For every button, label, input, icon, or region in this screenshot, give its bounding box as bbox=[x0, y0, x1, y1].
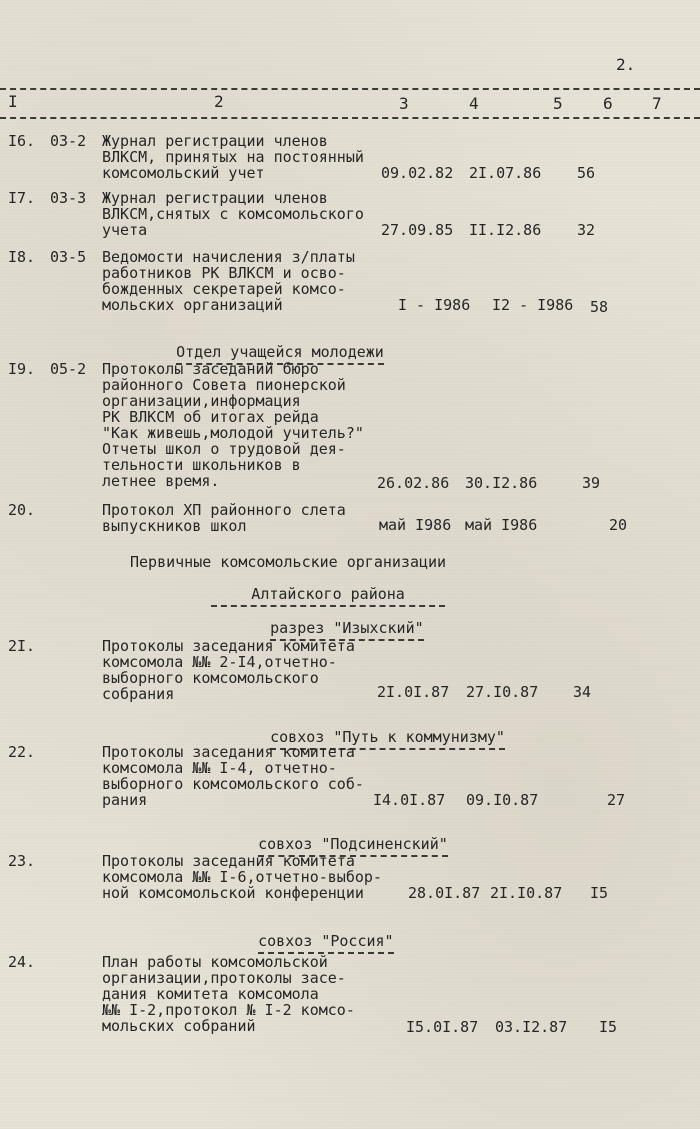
row-description: Протоколы заседания комитета комсомола №№ I-6,отчетно-выбор- ной комсомольской конференции bbox=[102, 852, 382, 902]
row-sheet-count: 27 bbox=[607, 791, 626, 809]
column-header-3: 3 bbox=[399, 94, 409, 113]
row-end-date: 2I.07.86 bbox=[469, 164, 542, 182]
row-end-date: 09.I0.87 bbox=[466, 791, 539, 809]
row-end-date: I2 - I986 bbox=[492, 296, 574, 314]
row-sheet-count: 39 bbox=[582, 474, 601, 492]
row-number: 20. bbox=[8, 501, 36, 519]
row-number: 22. bbox=[8, 743, 36, 761]
row-number: 23. bbox=[8, 852, 36, 870]
column-header-5: 5 bbox=[553, 94, 563, 113]
row-start-date: I4.0I.87 bbox=[373, 791, 446, 809]
row-description: Журнал регистрации членов ВЛКСМ, принятых на постоянный комсомольский учет bbox=[102, 132, 364, 182]
row-description: Протоколы заседания комитета комсомола №№ I-4, отчетно- выборного комсомольского соб- рания bbox=[102, 743, 364, 809]
column-header-7: 7 bbox=[652, 94, 662, 113]
row-start-date: I - I986 bbox=[398, 296, 471, 314]
row-number: 2I. bbox=[8, 637, 36, 655]
row-code: 03-5 bbox=[50, 248, 87, 266]
row-start-date: 26.02.86 bbox=[377, 474, 450, 492]
row-start-date: 2I.0I.87 bbox=[377, 683, 450, 701]
row-number: 24. bbox=[8, 953, 36, 971]
subsection-heading: совхоз "Россия" bbox=[222, 917, 394, 965]
row-sheet-count: I5 bbox=[599, 1018, 618, 1036]
section-heading: Отдел учащейся молодежи bbox=[140, 328, 384, 376]
header-top-rule bbox=[0, 88, 700, 90]
row-description: Журнал регистрации членов ВЛКСМ,снятых с комсомольского учета bbox=[102, 189, 364, 239]
row-description: Ведомости начисления з/платы работников РК ВЛКСМ и осво- божденных секретарей комсо- мольских организаций bbox=[102, 248, 355, 314]
column-header-2: 2 bbox=[214, 92, 224, 111]
page-number: 2. bbox=[616, 55, 636, 74]
row-sheet-count: 34 bbox=[573, 683, 592, 701]
column-header-1: I bbox=[8, 92, 18, 111]
row-number: I9. bbox=[8, 360, 36, 378]
row-sheet-count: I5 bbox=[590, 884, 609, 902]
row-start-date: 27.09.85 bbox=[381, 221, 454, 239]
row-end-date: 03.I2.87 bbox=[495, 1018, 568, 1036]
row-end-date: 27.I0.87 bbox=[466, 683, 539, 701]
row-sheet-count: 20 bbox=[609, 516, 628, 534]
row-code: 03-3 bbox=[50, 189, 87, 207]
row-code: 03-2 bbox=[50, 132, 87, 150]
row-number: I6. bbox=[8, 132, 36, 150]
subsection-heading: совхоз "Путь к коммунизму" bbox=[234, 713, 505, 761]
row-start-date: I5.0I.87 bbox=[406, 1018, 479, 1036]
row-description: Протоколы заседания комитета комсомола №№ 2-I4,отчетно- выборного комсомольского собрания bbox=[102, 637, 355, 703]
section-heading-line1: Первичные комсомольские организации bbox=[130, 553, 447, 571]
row-description: Протоколы заседаний бюро районного Совета пионерской организации,информация РК ВЛКСМ об итогах рейда "Как живешь,молодой учитель?" Отчеты школ о трудовой дея- тельности школьников в летнее время. bbox=[102, 360, 364, 490]
subsection-heading: разрез "Изыхский" bbox=[234, 604, 424, 652]
row-code: 05-2 bbox=[50, 360, 87, 378]
row-number: I8. bbox=[8, 248, 36, 266]
row-end-date: II.I2.86 bbox=[469, 221, 542, 239]
row-end-date: май I986 bbox=[465, 516, 538, 534]
subsection-heading: совхоз "Подсиненский" bbox=[222, 820, 448, 868]
row-sheet-count: 32 bbox=[577, 221, 596, 239]
column-header-4: 4 bbox=[469, 94, 479, 113]
row-description: План работы комсомольской организации,протоколы засе- дания комитета комсомола №№ I-2,протокол № I-2 комсо- мольских собраний bbox=[102, 953, 355, 1035]
row-start-date: 28.0I.87 bbox=[408, 884, 481, 902]
row-end-date: 2I.I0.87 bbox=[490, 884, 563, 902]
row-start-date: 09.02.82 bbox=[381, 164, 454, 182]
row-number: I7. bbox=[8, 189, 36, 207]
row-description: Протокол ХП районного слета выпускников школ bbox=[102, 501, 346, 535]
column-header-6: 6 bbox=[603, 94, 613, 113]
section-heading-line2: Алтайского района bbox=[130, 570, 490, 618]
header-bottom-rule bbox=[0, 117, 700, 119]
row-sheet-count: 56 bbox=[577, 164, 596, 182]
row-start-date: май I986 bbox=[379, 516, 452, 534]
row-end-date: 30.I2.86 bbox=[465, 474, 538, 492]
row-sheet-count: 58 bbox=[590, 298, 609, 316]
